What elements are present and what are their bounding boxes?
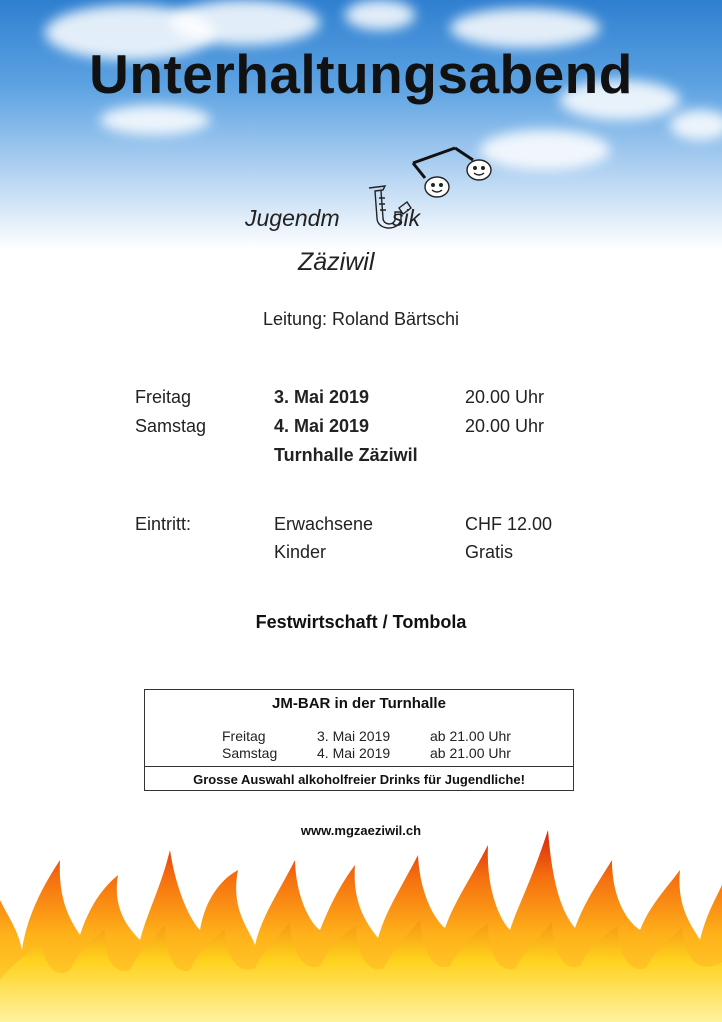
- jm-bar-divider: [145, 766, 573, 767]
- logo-town: Zäziwil: [298, 248, 375, 276]
- schedule-day: Samstag: [135, 416, 207, 436]
- flames-decoration: [0, 830, 722, 1022]
- logo-text-start: Jugendm: [245, 205, 340, 231]
- venue: Turnhalle Zäziwil: [274, 445, 418, 465]
- cloud: [670, 110, 722, 140]
- admission-group: Kinder: [274, 542, 327, 562]
- schedule-time: 20.00 Uhr: [465, 416, 545, 436]
- jm-bar-date: 4. Mai 2019: [317, 745, 391, 761]
- jm-bar-title: JM-BAR in der Turnhalle: [272, 695, 446, 712]
- jm-bar-date: 3. Mai 2019: [317, 728, 391, 744]
- cloud: [170, 0, 320, 45]
- admission-price: Gratis: [465, 542, 514, 562]
- schedule-time: 20.00 Uhr: [465, 387, 545, 407]
- admission-label: Eintritt:: [135, 514, 192, 534]
- festwirtschaft-tombola: Festwirtschaft / Tombola: [255, 612, 467, 632]
- smiley-note-icon: [425, 160, 491, 197]
- website-url[interactable]: www.mgzaeziwil.ch: [300, 823, 422, 838]
- music-logo-graphic: [355, 138, 505, 238]
- poster-title: Unterhaltungsabend: [89, 43, 633, 105]
- jm-bar-time: ab 21.00 Uhr: [430, 728, 511, 744]
- jm-bar-day: Samstag: [222, 745, 278, 761]
- admission-price: CHF 12.00: [465, 514, 553, 534]
- music-note-icon: [413, 148, 473, 178]
- schedule-date: 3. Mai 2019: [274, 387, 370, 407]
- conductor-line: Leitung: Roland Bärtschi: [262, 309, 460, 329]
- cloud: [345, 0, 415, 30]
- jm-bar-time: ab 21.00 Uhr: [430, 745, 511, 761]
- jm-bar-box: [144, 689, 574, 791]
- jm-bar-day: Freitag: [222, 728, 266, 744]
- jm-bar-drinks-note: Grosse Auswahl alkoholfreier Drinks für Jugendliche!: [193, 772, 525, 787]
- schedule-date: 4. Mai 2019: [274, 416, 370, 436]
- cloud: [100, 105, 210, 135]
- admission-group: Erwachsene: [274, 514, 374, 534]
- schedule-day: Freitag: [135, 387, 192, 407]
- logo-text-end: sik: [392, 205, 421, 231]
